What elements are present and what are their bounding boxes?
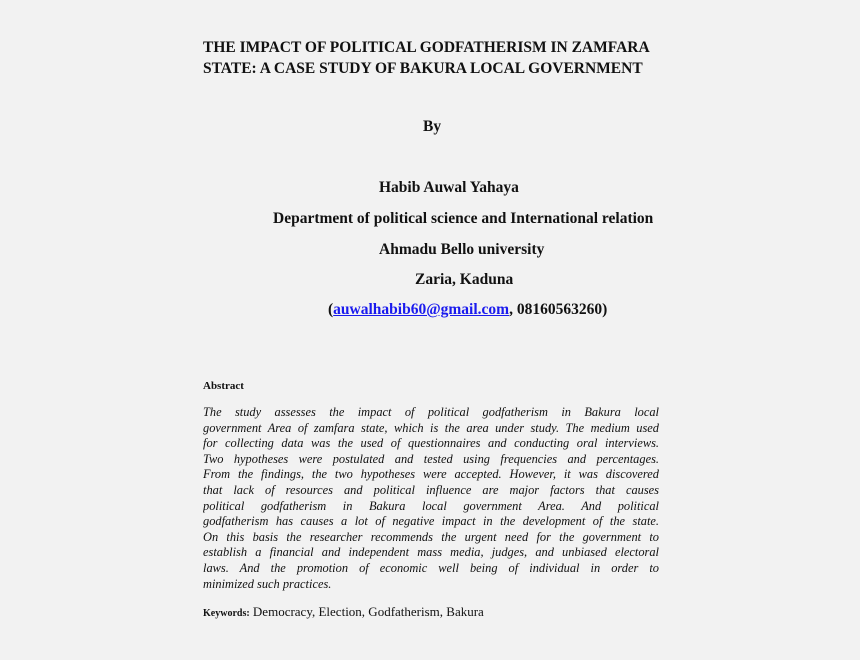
- author-location: Zaria, Kaduna: [415, 271, 514, 288]
- author-department: Department of political science and International relation: [273, 210, 654, 227]
- abstract-line: that lack of resources and political influence are major factors that causes: [203, 482, 659, 497]
- keywords-value: Democracy, Election, Godfatherism, Bakura: [249, 604, 484, 619]
- by-line: By: [423, 118, 442, 135]
- author-phone: , 08160563260): [509, 301, 608, 318]
- paper-title-line-1: THE IMPACT OF POLITICAL GODFATHERISM IN ZAMFARA: [203, 39, 650, 56]
- abstract-line: On this basis the researcher recommends the urgent need for the government to: [203, 529, 659, 544]
- abstract-line: laws. And the promotion of economic well being of individual in order to: [203, 560, 659, 575]
- abstract-line: political godfatherism in Bakura local government Area. And political: [203, 498, 659, 513]
- paper-title: [203, 37, 673, 79]
- abstract-line: government Area of zamfara state, which is the area under study. The medium used: [203, 420, 659, 435]
- abstract-line: Two hypotheses were postulated and tested using frequencies and percentages.: [203, 451, 659, 466]
- abstract-line: godfatherism has causes a lot of negative impact in the development of the state.: [203, 514, 659, 529]
- keywords-line: [203, 604, 484, 622]
- abstract-line: establish a financial and independent mass media, judges, and unbiased electoral: [203, 545, 659, 560]
- paper-title-line-2: STATE: A CASE STUDY OF BAKURA LOCAL GOVERNMENT: [203, 60, 643, 77]
- abstract-line: for collecting data was the used of questionnaires and conducting oral interviews.: [203, 436, 659, 451]
- author-contact: [328, 300, 607, 320]
- abstract-line: From the findings, the two hypotheses were accepted. However, it was discovered: [203, 467, 659, 482]
- author-university: Ahmadu Bello university: [379, 241, 545, 258]
- abstract-heading: Abstract: [203, 380, 244, 392]
- author-email-link[interactable]: auwalhabib60@gmail.com: [333, 301, 510, 318]
- contact-open-paren: (: [328, 301, 334, 318]
- keywords-label: Keywords:: [203, 608, 250, 619]
- author-name: Habib Auwal Yahaya: [379, 179, 519, 196]
- abstract-line: minimized such practices.: [203, 576, 332, 591]
- abstract-body: [203, 405, 659, 592]
- abstract-line: The study assesses the impact of political godfatherism in Bakura local: [203, 405, 659, 419]
